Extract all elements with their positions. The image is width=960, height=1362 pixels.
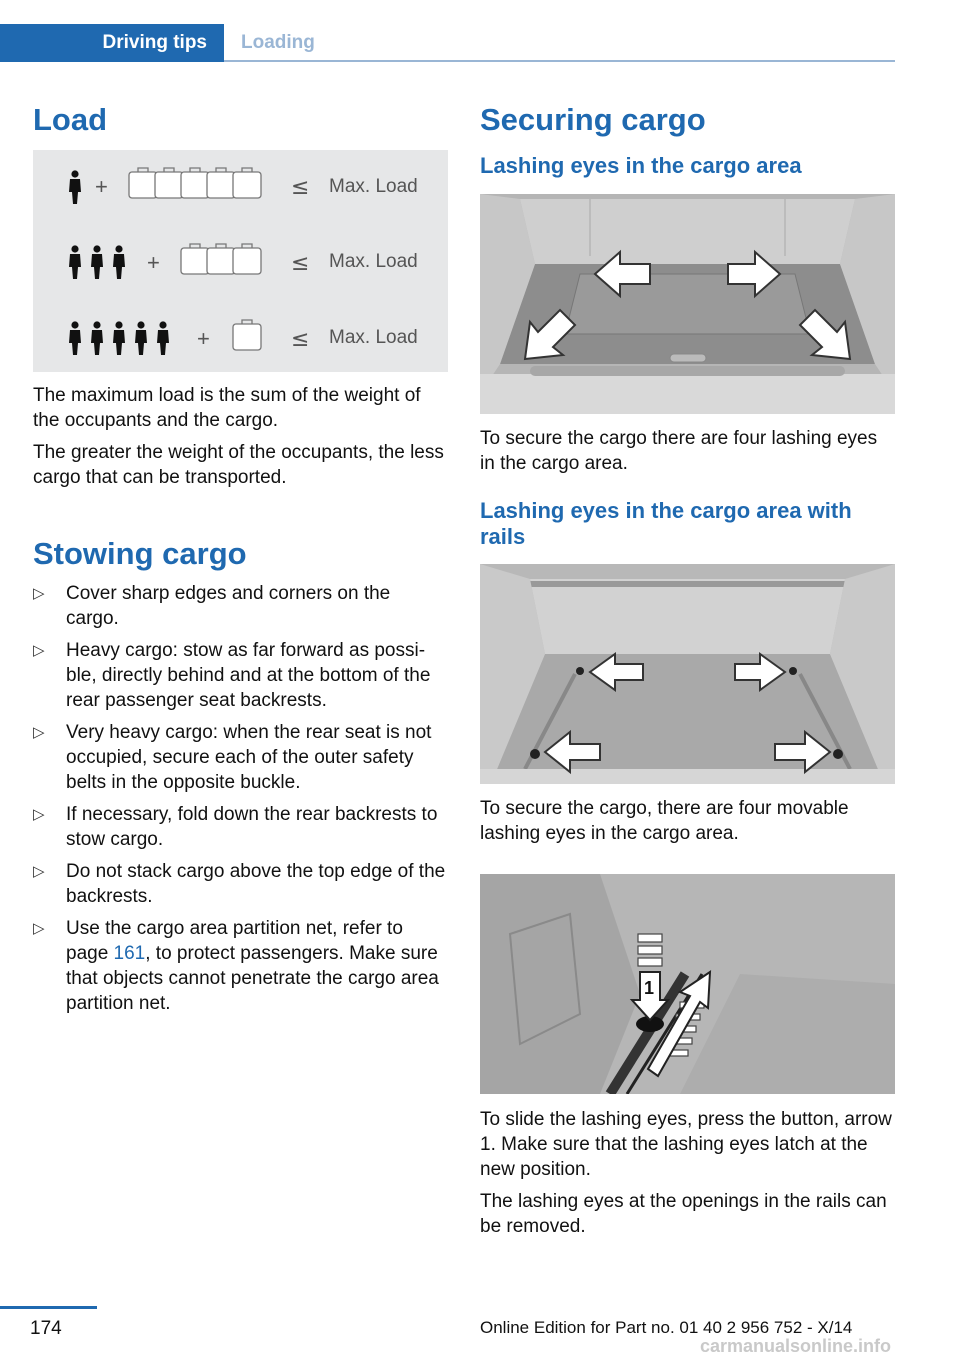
edition-text: Online Edition for Part no. 01 40 2 956 752 - X/14 (480, 1318, 853, 1337)
tab-underline (224, 60, 895, 62)
svg-text:+: + (197, 326, 210, 351)
row-3 (69, 320, 418, 355)
triangle-bullet-icon: ▷ (33, 724, 45, 741)
max-load-label-3: Max. Load (329, 327, 418, 348)
triangle-bullet-icon: ▷ (33, 806, 45, 823)
list-item: ▷ Cover sharp edges and corners on the cargo. (33, 583, 391, 629)
svg-text:≤: ≤ (291, 251, 310, 276)
tab-driving-tips[interactable]: Driving tips (0, 24, 224, 62)
lashing-rails-subheading: Lashing eyes in the cargo area with rails (480, 498, 852, 549)
max-load-diagram (33, 150, 448, 372)
stowing-heading: Stowing cargo (33, 536, 247, 571)
triangle-bullet-icon: ▷ (33, 585, 45, 602)
lashing-para-4: The lashing eyes at the openings in the rails can be removed. (480, 1191, 887, 1237)
list-item: ▷ Heavy cargo: stow as far forward as possible, directly behind and at the bottom of the rear passenger seat backrests. (33, 640, 431, 711)
lashing-para-2: To secure the cargo, there are four movable lashing eyes in the cargo area. (480, 798, 849, 844)
load-para-1: The maximum load is the sum of the weight of the occupants and the cargo. (33, 385, 421, 431)
triangle-bullet-icon: ▷ (33, 920, 45, 937)
right-column (480, 100, 895, 1239)
load-heading: Load (33, 102, 108, 137)
list-item: ▷ If necessary, fold down the rear backrests to stow cargo. (33, 804, 438, 850)
footer-rule (0, 1306, 97, 1309)
tab-loading[interactable]: Loading (241, 32, 315, 53)
max-load-label-2: Max. Load (329, 251, 418, 272)
left-column (33, 100, 448, 1023)
cargo-rails-photo (480, 564, 895, 784)
lashing-eye-slide-photo (480, 874, 895, 1094)
arrow-1-label: 1 (644, 978, 655, 998)
page-number: 174 (30, 1318, 62, 1339)
lashing-para-1: To secure the cargo there are four lashing eyes in the cargo area. (480, 428, 878, 474)
watermark: carmanualsonline.info (700, 1336, 892, 1356)
header-tabbar (0, 24, 895, 62)
list-item: ▷ Very heavy cargo: when the rear seat is not occupied, secure each of the outer safety belts in the opposite buckle. (33, 722, 432, 793)
svg-text:+: + (95, 174, 108, 199)
page-161-link[interactable]: 161 (113, 943, 146, 964)
securing-heading: Securing cargo (480, 102, 706, 137)
row-1 (69, 168, 418, 204)
stowing-list (33, 581, 448, 1016)
cargo-area-illustration (480, 194, 895, 414)
svg-text:+: + (147, 250, 160, 275)
list-item: ▷ Do not stack cargo above the top edge of the backrests. (33, 861, 446, 907)
max-load-figure (33, 150, 448, 372)
lashing-para-3: To slide the lashing eyes, press the button, arrow 1. Make sure that the lashing eyes latch at the new position. (480, 1109, 892, 1180)
lashing-eye-slide-illustration (480, 874, 895, 1094)
lashing-eyes-subheading: Lashing eyes in the cargo area (480, 153, 802, 178)
triangle-bullet-icon: ▷ (33, 863, 45, 880)
row-2 (69, 244, 418, 279)
cargo-area-photo (480, 194, 895, 414)
max-load-label-1: Max. Load (329, 176, 418, 197)
load-para-2: The greater the weight of the occupants, the less cargo that can be transported. (33, 442, 444, 488)
triangle-bullet-icon: ▷ (33, 642, 45, 659)
cargo-rails-illustration (480, 564, 895, 784)
svg-text:≤: ≤ (291, 175, 310, 200)
svg-text:≤: ≤ (291, 327, 310, 352)
list-item: ▷ Use the cargo area partition net, refer to page 161, to protect passengers. Make sure that objects cannot penetrate the cargo area partition net. (33, 918, 439, 1014)
